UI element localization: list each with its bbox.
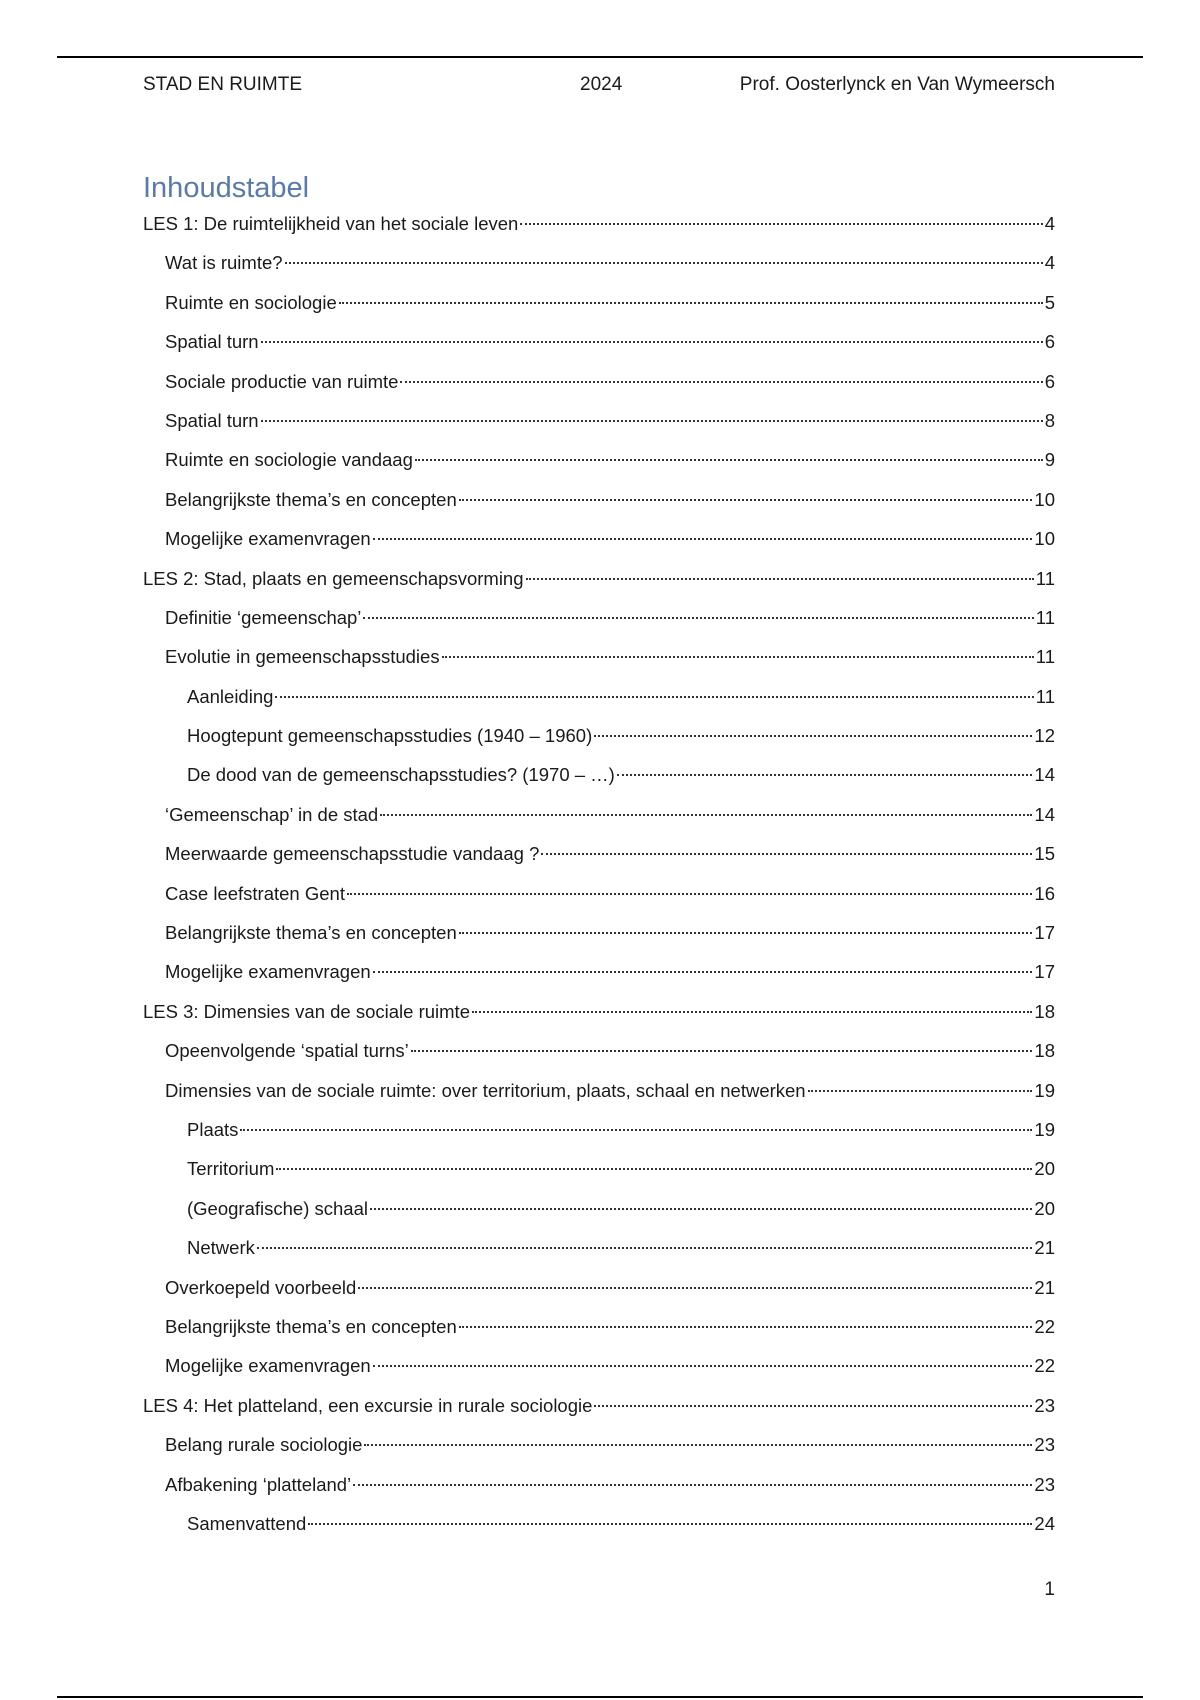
dot-leader bbox=[275, 696, 1033, 698]
toc-entry-title: Afbakening ‘platteland’ bbox=[165, 1473, 352, 1495]
toc-entry-page: 4 bbox=[1044, 213, 1055, 234]
toc-entry-title: De dood van de gemeenschapsstudies? (1970 – …) bbox=[187, 764, 615, 786]
toc-entry-title: Belang rurale sociologie bbox=[165, 1434, 363, 1456]
dot-leader bbox=[370, 1208, 1032, 1210]
toc-entry[interactable] bbox=[143, 1311, 1055, 1350]
toc-entry[interactable] bbox=[143, 523, 1055, 562]
toc-entry[interactable] bbox=[143, 1429, 1055, 1468]
toc-entry-page: 16 bbox=[1034, 882, 1055, 904]
toc-entry[interactable] bbox=[143, 956, 1055, 995]
header-course-title: STAD EN RUIMTE bbox=[143, 74, 303, 95]
toc-entry-page: 21 bbox=[1034, 1276, 1055, 1298]
toc-entry[interactable] bbox=[143, 1114, 1055, 1153]
toc-entry-title: Belangrijkste thema’s en concepten bbox=[165, 1315, 457, 1337]
toc-entry-page: 19 bbox=[1034, 1079, 1055, 1101]
toc-entry-title: LES 1: De ruimtelijkheid van het sociale leven bbox=[143, 213, 519, 234]
dot-leader bbox=[808, 1090, 1033, 1092]
header-professors: Prof. Oosterlynck en Van Wymeersch bbox=[739, 74, 1055, 95]
dot-leader bbox=[472, 1011, 1032, 1013]
toc-entry-page: 14 bbox=[1034, 803, 1055, 825]
toc-entry-title: Opeenvolgende ‘spatial turns’ bbox=[165, 1040, 409, 1062]
toc-entry-page: 5 bbox=[1044, 291, 1055, 313]
toc-entry[interactable] bbox=[143, 759, 1055, 798]
toc-entry[interactable] bbox=[143, 917, 1055, 956]
toc-entry-title: Belangrijkste thema’s en concepten bbox=[165, 488, 457, 510]
footer-rule bbox=[57, 1696, 1143, 1698]
toc-entry-title: Plaats bbox=[187, 1118, 239, 1140]
toc-entry[interactable] bbox=[143, 405, 1055, 444]
toc-entry[interactable] bbox=[143, 996, 1055, 1035]
toc-entry-title: LES 4: Het platteland, een excursie in rurale sociologie bbox=[143, 1394, 593, 1416]
toc-entry-title: (Geografische) schaal bbox=[187, 1197, 368, 1219]
dot-leader bbox=[358, 1287, 1032, 1289]
header-year: 2024 bbox=[580, 74, 623, 95]
toc-entry-page: 12 bbox=[1034, 725, 1055, 747]
dot-leader bbox=[526, 578, 1034, 580]
toc-entry-title: LES 3: Dimensies van de sociale ruimte bbox=[143, 1000, 470, 1022]
toc-entry[interactable] bbox=[143, 1350, 1055, 1389]
toc-entry[interactable] bbox=[143, 1508, 1055, 1547]
toc-entry-page: 11 bbox=[1035, 567, 1055, 589]
toc-entry-page: 11 bbox=[1035, 606, 1055, 628]
toc-entry-page: 19 bbox=[1034, 1118, 1055, 1140]
toc-entry[interactable] bbox=[143, 366, 1055, 405]
toc-entry-page: 15 bbox=[1034, 843, 1055, 865]
toc-entry-title: Aanleiding bbox=[187, 685, 274, 707]
toc-entry-title: Case leefstraten Gent bbox=[165, 882, 345, 904]
dot-leader bbox=[541, 853, 1032, 855]
dot-leader bbox=[364, 1444, 1032, 1446]
dot-leader bbox=[373, 1365, 1033, 1367]
toc-entry[interactable] bbox=[143, 1469, 1055, 1508]
dot-leader bbox=[411, 1050, 1033, 1052]
toc-entry[interactable] bbox=[143, 878, 1055, 917]
toc-entry-title: Overkoepeld voorbeeld bbox=[165, 1276, 357, 1298]
dot-leader bbox=[415, 459, 1043, 461]
dot-leader bbox=[285, 262, 1043, 264]
toc-entry-title: Ruimte en sociologie vandaag bbox=[165, 449, 413, 471]
dot-leader bbox=[400, 381, 1042, 383]
table-of-contents bbox=[143, 208, 1055, 1547]
dot-leader bbox=[459, 932, 1033, 934]
toc-entry-page: 8 bbox=[1044, 409, 1055, 431]
dot-leader bbox=[261, 420, 1043, 422]
toc-entry-title: Ruimte en sociologie bbox=[165, 291, 337, 313]
toc-entry-title: Spatial turn bbox=[165, 331, 259, 353]
toc-entry[interactable] bbox=[143, 1272, 1055, 1311]
page-header bbox=[143, 72, 1055, 98]
toc-entry-title: Mogelijke examenvragen bbox=[165, 961, 371, 983]
toc-entry-page: 10 bbox=[1034, 488, 1055, 510]
dot-leader bbox=[347, 893, 1032, 895]
dot-leader bbox=[459, 499, 1033, 501]
dot-leader bbox=[373, 971, 1033, 973]
toc-entry-page: 22 bbox=[1034, 1315, 1055, 1337]
toc-entry-page: 23 bbox=[1034, 1394, 1055, 1416]
toc-entry-page: 23 bbox=[1034, 1434, 1055, 1456]
toc-entry-title: Mogelijke examenvragen bbox=[165, 1355, 371, 1377]
page-number: 1 bbox=[1044, 1579, 1055, 1600]
dot-leader bbox=[308, 1523, 1032, 1525]
dot-leader bbox=[380, 814, 1032, 816]
toc-entry-title: Spatial turn bbox=[165, 409, 259, 431]
toc-entry[interactable] bbox=[143, 720, 1055, 759]
toc-entry[interactable] bbox=[143, 208, 1055, 247]
toc-entry-title: Sociale productie van ruimte bbox=[165, 370, 399, 392]
dot-leader bbox=[339, 302, 1043, 304]
toc-entry-page: 4 bbox=[1044, 252, 1055, 274]
dot-leader bbox=[261, 341, 1043, 343]
toc-entry[interactable] bbox=[143, 602, 1055, 641]
dot-leader bbox=[594, 735, 1032, 737]
dot-leader bbox=[257, 1247, 1033, 1249]
toc-entry[interactable] bbox=[143, 838, 1055, 877]
toc-entry-title: Mogelijke examenvragen bbox=[165, 528, 371, 550]
toc-entry-title: Dimensies van de sociale ruimte: over territorium, plaats, schaal en netwerken bbox=[165, 1079, 806, 1101]
dot-leader bbox=[240, 1129, 1032, 1131]
dot-leader bbox=[520, 223, 1042, 225]
dot-leader bbox=[276, 1168, 1032, 1170]
toc-entry-title: LES 2: Stad, plaats en gemeenschapsvorming bbox=[143, 567, 524, 589]
toc-entry-page: 10 bbox=[1034, 528, 1055, 550]
dot-leader bbox=[353, 1484, 1032, 1486]
toc-entry-title: Meerwaarde gemeenschapsstudie vandaag ? bbox=[165, 843, 540, 865]
toc-entry-title: ‘Gemeenschap’ in de stad bbox=[165, 803, 379, 825]
toc-entry[interactable] bbox=[143, 563, 1055, 602]
toc-entry[interactable] bbox=[143, 1153, 1055, 1192]
toc-entry[interactable] bbox=[143, 484, 1055, 523]
dot-leader bbox=[594, 1405, 1032, 1407]
toc-entry-title: Territorium bbox=[187, 1158, 275, 1180]
toc-entry-page: 6 bbox=[1044, 331, 1055, 353]
toc-entry-page: 21 bbox=[1034, 1237, 1055, 1259]
toc-entry-page: 17 bbox=[1034, 961, 1055, 983]
toc-entry[interactable] bbox=[143, 444, 1055, 483]
toc-entry-page: 6 bbox=[1044, 370, 1055, 392]
toc-entry[interactable] bbox=[143, 1075, 1055, 1114]
dot-leader bbox=[373, 538, 1033, 540]
toc-entry-page: 18 bbox=[1034, 1040, 1055, 1062]
dot-leader bbox=[459, 1326, 1033, 1328]
toc-entry-title: Belangrijkste thema’s en concepten bbox=[165, 922, 457, 944]
dot-leader bbox=[442, 656, 1034, 658]
toc-entry-title: Samenvattend bbox=[187, 1512, 307, 1534]
toc-entry[interactable] bbox=[143, 1035, 1055, 1074]
toc-entry-page: 9 bbox=[1044, 449, 1055, 471]
toc-entry[interactable] bbox=[143, 681, 1055, 720]
toc-entry[interactable] bbox=[143, 247, 1055, 286]
toc-entry-page: 14 bbox=[1034, 764, 1055, 786]
toc-entry[interactable] bbox=[143, 287, 1055, 326]
toc-entry-page: 11 bbox=[1035, 685, 1055, 707]
toc-entry-title: Netwerk bbox=[187, 1237, 255, 1259]
toc-entry-page: 22 bbox=[1034, 1355, 1055, 1377]
toc-entry-title: Evolutie in gemeenschapsstudies bbox=[165, 646, 440, 668]
toc-entry-page: 23 bbox=[1034, 1473, 1055, 1495]
toc-entry[interactable] bbox=[143, 1232, 1055, 1271]
toc-heading: Inhoudstabel bbox=[143, 172, 310, 204]
toc-entry-page: 24 bbox=[1034, 1512, 1055, 1534]
toc-entry-page: 11 bbox=[1035, 646, 1055, 668]
dot-leader bbox=[617, 774, 1033, 776]
toc-entry-title: Definitie ‘gemeenschap’ bbox=[165, 606, 362, 628]
toc-entry[interactable] bbox=[143, 1193, 1055, 1232]
toc-entry-page: 17 bbox=[1034, 922, 1055, 944]
toc-entry-title: Wat is ruimte? bbox=[165, 252, 283, 274]
toc-entry-page: 20 bbox=[1034, 1158, 1055, 1180]
toc-entry-page: 18 bbox=[1034, 1000, 1055, 1022]
dot-leader bbox=[363, 617, 1033, 619]
toc-entry[interactable] bbox=[143, 1390, 1055, 1429]
toc-entry-title: Hoogtepunt gemeenschapsstudies (1940 – 1960) bbox=[187, 725, 593, 747]
toc-entry[interactable] bbox=[143, 641, 1055, 680]
header-rule bbox=[57, 56, 1143, 58]
toc-entry[interactable] bbox=[143, 326, 1055, 365]
toc-entry[interactable] bbox=[143, 799, 1055, 838]
toc-entry-page: 20 bbox=[1034, 1197, 1055, 1219]
